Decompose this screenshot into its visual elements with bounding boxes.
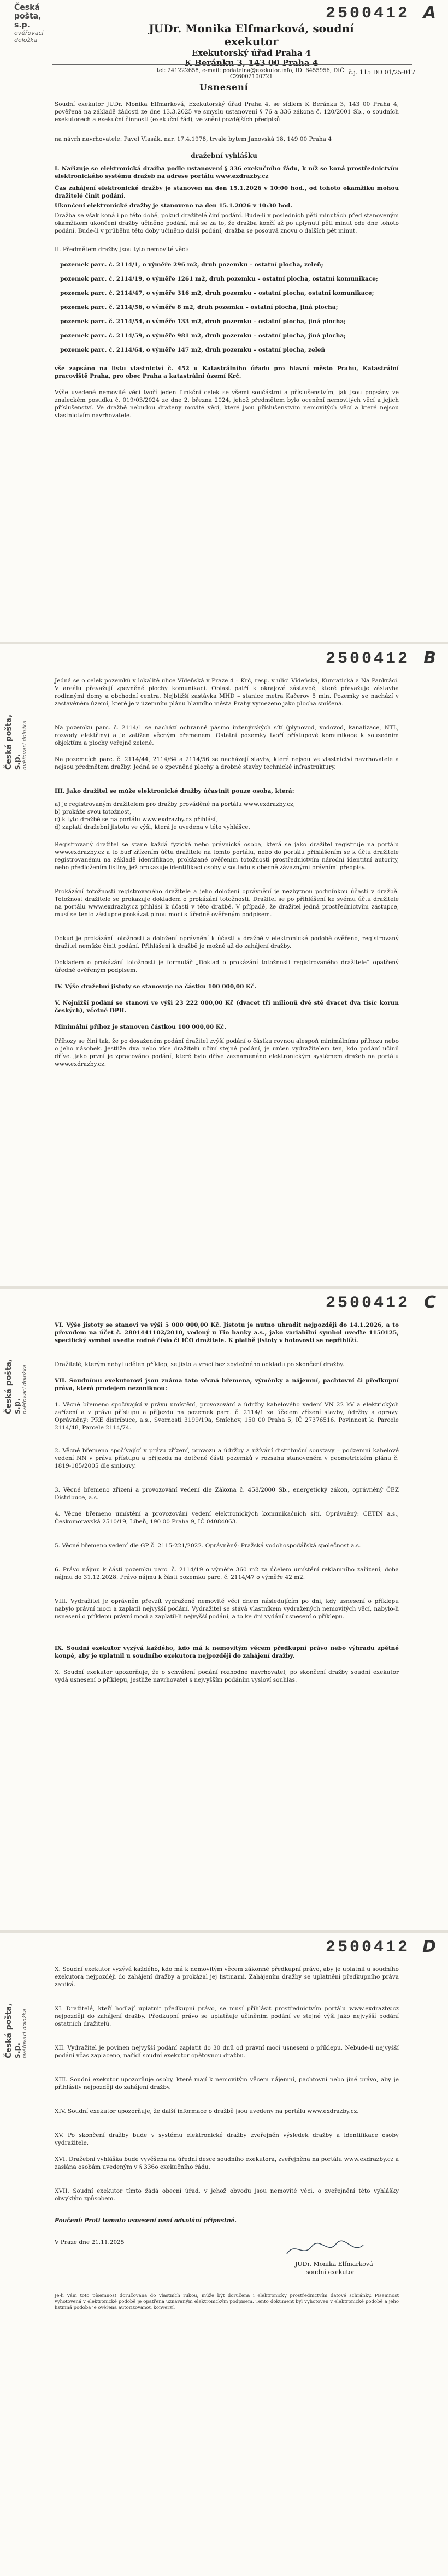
post-verification-label	[4, 1993, 28, 2058]
intro-paragraph: Soudní exekutor JUDr. Monika Elfmarková, Exekutorský úřad Praha 4, se sídlem K Beránku 3, 143 00 Praha 4, pověřená na základě žádosti ze dne 13.3.2025 ve smyslu ustanovení § 76 a 336 zákona č. 120/2001 Sb., o soudních exekutorech a exekuční činnosti (exekuční řád), ve znění pozdějších předpisů	[55, 101, 399, 123]
minimum-bid: Minimální příhoz je stanoven částkou 100 000,00 Kč.	[55, 1024, 227, 1030]
page-mark: C	[423, 1293, 436, 1312]
paragraph: XIV. Soudní exekutor upozorňuje, že další informace o dražbě jsou uvedeny na portálu www.exdrazby.cz.	[55, 2108, 359, 2115]
property-note: Výše uvedené nemovité věci tvoří jeden funkční celek se všemi součástmi a příslušenstvím, jak jsou popsány ve znaleckém posudku č. 019/03/2024 ze dne 2. března 2024, jehož předmětem bylo ocenění nemovitých věcí a jejich příslušenství. Ve dražbě nebudou draženy movité věci, které jsou příslušenstvím nemovitých věcí a které nejsou vlastnictvím navrhovatele.	[55, 389, 399, 419]
land-registry-note: vše zapsáno na listu vlastnictví č. 452 u Katastrálního úřadu pro hlavní město Prahu, Katastrální pracoviště Praha, pro obec Praha a katastrální území Krč.	[55, 365, 399, 379]
list-item: a) je registrovaným dražitelem pro dražby prováděné na portálu www.exdrazby.cz,	[55, 801, 295, 808]
list-item: 3. Věcné břemeno zřízení a provozování vedení dle Zákona č. 458/2000 Sb., energetický zákon, oprávněný ČEZ Distribuce, a.s.	[55, 1487, 399, 1501]
section-vii: VII. Soudnímu exekutorovi jsou známa tato věcná břemena, výměnky a nájemní, pachtovní či předkupní práva, která prodejem nezaniknou:	[55, 1378, 399, 1392]
list-item: 5. Věcné břemeno vedení dle GP č. 2115-221/2022. Oprávněný: Pražská vodohospodářská společnost a.s.	[55, 1542, 361, 1549]
page-mark: B	[423, 649, 436, 668]
list-item: 4. Věcné břemeno umístění a provozování vedení elektronických komunikačních sítí. Oprávněný: CETIN a.s., Českomoravská 2510/19, Libeň, 190 00 Praha 9, IČ 04084063.	[55, 1511, 399, 1525]
page-mark: D	[422, 1937, 436, 1956]
paragraph: Dražitelé, kterým nebyl udělen příklep, se jistota vrací bez zbytečného odkladu po skončení dražby.	[55, 1361, 344, 1368]
list-item: 2. Věcné břemeno spočívající v právu zřízení, provozu a údržby a užívání distribuční soustavy – podzemní kabelové vedení NN v právu přístupu a příjezdu na dotčené části pozemků v rozsahu stanoveném v geometrickém plánu č. 1819-185/2005 dle smlouvy.	[55, 1447, 399, 1469]
paragraph: XVII. Soudní exekutor tímto žádá obecní úřad, v jehož obvodu jsou nemovité věci, o zveřejnění této vyhlášky obvyklým způsobem.	[55, 2188, 399, 2202]
list-item: d) zaplatí dražební jistotu ve výši, která je uvedena v této vyhlášce.	[55, 824, 250, 830]
document-stamp-number: 2500412	[325, 650, 410, 668]
paragraph: XI. Dražitelé, kteří hodlají uplatnit předkupní právo, se musí přihlásit prostřednictvím portálu www.exdrazby.cz nejpozději do zahájení dražby. Předkupní právo se uplatňuje učiněním podání ve stejné výši jako nejvyšší podání ostatních dražitelů.	[55, 2005, 399, 2027]
header-divider	[52, 64, 412, 65]
office-contact: tel: 241222658, e-mail: podatelna@exekutor.info, ID: 6455956, DIČ: CZ6002100721	[156, 68, 346, 80]
section-ii: II. Předmětem dražby jsou tyto nemovité věci:	[55, 246, 189, 253]
list-item: 1. Věcné břemeno spočívající v právu umístění, provozování a údržby kabelového vedení VN 22 kV a elektrických zařízení a v právu přístupu a příjezdu na pozemek parc. č. 2114/1 za účelem zřízení stavby, údržby a opravy. Oprávněný: PRE distribuce, a.s., Svornosti 3199/19a, Smíchov, 150 00 Praha 5, IČ 27376516. Povinnost k: Parcele 2114/48, Parcele 2114/74.	[55, 1402, 399, 1431]
list-item: pozemek parc. č. 2114/54, o výměře 133 m2, druh pozemku – ostatní plocha, jiná plocha;	[60, 318, 346, 325]
auction-start: Čas zahájení elektronické dražby je stanoven na den 15.1.2026 v 10:00 hod., od tohoto okamžiku mohou dražitelé činit podání.	[55, 185, 399, 199]
paragraph: XIII. Soudní exekutor upozorňuje osoby, které mají k nemovitým věcem nájemní, pachtovní nebo jiné právo, aby je přihlásily nejpozději do zahájení dražby.	[55, 2076, 399, 2091]
footnote: Je-li Vám toto písemnost doručována do vlastních rukou, může být doručena i elektronicky prostřednictvím datové schránky. Písemnost vyhotovená v elektronické podobě je opatřena uznávaným elektronickým podpisem. Tento dokument byl vyhotoven v elektronické podobě a jeho listinná podoba je ověřena autorizovanou konverzí.	[55, 2293, 399, 2311]
paragraph: Dokud je prokázání totožnosti a doložení oprávnění k účasti v dražbě v elektronické podobě ověřeno, registrovaný dražitel nemůže činit podání. Přihlášení k dražbě je možné až do zahájení dražby.	[55, 935, 399, 949]
paragraph: XV. Po skončení dražby bude v systému elektronické dražby zveřejněn výsledek dražby a identifikace osoby vydražitele.	[55, 2132, 399, 2146]
signer-role: soudní exekutor	[306, 2269, 355, 2276]
executor-name: JUDr. Monika Elfmarková, soudní exekutor	[149, 22, 354, 48]
section-i: I. Nařizuje se elektronická dražba podle ustanovení § 336 exekučního řádu, k níž se koná prostřednictvím elektronického systému dražeb na adrese portálu www.exdrazby.cz	[55, 165, 399, 180]
paragraph: Jedná se o celek pozemků v lokalitě ulice Vídeňská v Praze 4 – Krč, resp. v ulici Vídeňská, Kunratická a Na Pankráci. V areálu převažují zpevněné plochy komunikací. Oblast patří k okrajové zástavbě, které převažuje zástavba rodinnými domy a obchodní centra. Nejbližší zastávka MHD – stanice metra Kačerov 5 min. Pozemky se nachází v zastavěném území, které je v územním plánu hlavního města Prahy vymezeno jako plocha smíšená.	[55, 678, 399, 707]
list-item: pozemek parc. č. 2114/59, o výměře 981 m2, druh pozemku – ostatní plocha, jiná plocha;	[60, 333, 346, 339]
document-stamp-number: 2500412	[325, 4, 410, 23]
paragraph: Na pozemcích parc. č. 2114/44, 2114/64 a 2114/56 se nacházejí stavby, které nejsou ve vlastnictví navrhovatele a nejsou předmětem dražby. Jedná se o zpevněné plochy a drobné stavby technické infrastruktury.	[55, 756, 399, 770]
legal-advice: Poučení: Proti tomuto usnesení není odvolání přípustné.	[55, 2217, 237, 2224]
page-3	[0, 1289, 448, 1930]
list-item: b) prokáže svou totožnost,	[55, 809, 132, 815]
section-x: X. Soudní exekutor upozorňuje, že o schválení podání rozhodne navrhovatel; po skončení dražby soudní exekutor vydá usnesení o příklepu, jestliže navrhovatel s nejvyšším podáním vysloví souhlas.	[55, 1669, 399, 1683]
issues-heading: dražební vyhlášku	[191, 152, 257, 159]
list-item: pozemek parc. č. 2114/64, o výměře 147 m2, druh pozemku – ostatní plocha, zeleň	[60, 347, 326, 353]
post-label-title: Česká pošta, s.p.	[14, 3, 42, 29]
paragraph: Na pozemku parc. č. 2114/1 se nachází ochranné pásmo inženýrských sítí (plynovod, vodovod, kanalizace, NTL, rozvody elektřiny) a je zatížen věcným břemenem. Ostatní pozemky tvoří přístupové komunikace k sousedním objektům a plochy veřejné zeleně.	[55, 725, 399, 746]
office-address: K Beránku 3, 143 00 Praha 4	[184, 58, 319, 68]
post-verification-label	[14, 3, 52, 44]
paragraph: Registrovaný dražitel se stane každá fyzická nebo právnická osoba, která se jako dražitel registruje na portálu www.exdrazby.cz a to buď zřízením účtu dražitele na tomto portálu, nebo do portálu přihlášením se k účtu dražitele registrovanému na základě identifikace, prokázané ověřením totožnosti prostřednictvím národní identitní autority, nebo předložením listiny, jež prokazuje identifikaci osoby v souladu s obecně závaznými právními předpisy.	[55, 841, 399, 871]
paragraph: Prokázání totožnosti registrovaného dražitele a jeho doložení oprávnění je nezbytnou podmínkou účasti v dražbě. Totožnost dražitele se prokazuje dokladem o prokázání totožnosti. Dražitel se po přihlášení ke svému účtu dražitele na portálu www.exdrazby.cz přihlásí k účasti v této dražbě. V případě, že dražitel jedná prostřednictvím zástupce, musí se tento zástupce prokázat plnou mocí s úředně ověřeným podpisem.	[55, 888, 399, 918]
post-label-title: Česká pošta, s.p.	[4, 714, 22, 770]
list-item: pozemek parc. č. 2114/56, o výměře 8 m2, druh pozemku – ostatní plocha, jiná plocha;	[60, 304, 338, 311]
section-iv: IV. Výše dražební jistoty se stanovuje na částku 100 000,00 Kč.	[55, 983, 257, 990]
office-name: Exekutorský úřad Praha 4	[191, 48, 311, 58]
paragraph: XVI. Dražební vyhláška bude vyvěšena na úřední desce soudního exekutora, zveřejněna na portálu www.exdrazby.cz a zaslána osobám uvedeným v § 336o exekučního řádu.	[55, 2156, 399, 2170]
seller-paragraph: na návrh navrhovatele: Pavel Vlasák, nar. 17.4.1978, trvale bytem Janovská 18, 149 00 Praha 4	[55, 136, 332, 143]
section-v: V. Nejnižší podání se stanoví ve výši 23 222 000,00 Kč (dvacet tři milionů dvě stě dvacet dva tisíc korun českých), včetně DPH.	[55, 1000, 399, 1014]
signer-name: JUDr. Monika Elfmarková	[295, 2260, 373, 2268]
list-item: c) k tyto dražbě se na portálu www.exdrazby.cz přihlásí,	[55, 816, 217, 823]
page-2	[0, 644, 448, 1286]
page-1	[0, 0, 448, 642]
post-verification-label	[4, 1349, 28, 1414]
paragraph: X. Soudní exekutor vyzývá každého, kdo má k nemovitým věcem zákonné předkupní právo, aby je uplatnil u soudního exekutora nejpozději do zahájení dražby a prokázal jej listinami. Zahájením dražby se uplatnění předkupního práva zaniká.	[55, 1966, 399, 1988]
list-item: pozemek parc. č. 2114/47, o výměře 316 m2, druh pozemku – ostatní plocha, ostatní komunikace;	[60, 290, 374, 296]
post-label-sub: ověřovací doložka	[22, 720, 28, 770]
list-item: pozemek parc. č. 2114/19, o výměře 1261 m2, druh pozemku – ostatní plocha, ostatní komunikace;	[60, 276, 378, 282]
document-stamp-number: 2500412	[325, 1294, 410, 1313]
auction-rules: Dražba se však koná i po této době, pokud dražitelé činí podání. Bude-li v posledních pěti minutách před stanoveným okamžikem ukončení dražby učiněno podání, má se za to, že dražba končí až po uplynutí pěti minut ode dne tohoto podání. Bude-li v průběhu této doby učiněno další podání, dražba se posouvá znovu o dalších pět minut.	[55, 212, 399, 234]
post-label-sub: ověřovací doložka	[22, 1364, 28, 1414]
list-item: pozemek parc. č. 2114/1, o výměře 296 m2, druh pozemku – ostatní plocha, zeleň;	[60, 262, 323, 268]
page-4	[0, 1933, 448, 2576]
section-iii: III. Jako dražitel se může elektronické dražby účastnit pouze osoba, která:	[55, 788, 294, 794]
signature-scribble	[284, 2239, 366, 2260]
issue-date: V Praze dne 21.11.2025	[55, 2239, 125, 2246]
paragraph: XII. Vydražitel je povinen nejvyšší podání zaplatit do 30 dnů od právní moci usnesení o příklepu. Nebude-li nejvyšší podání včas zaplaceno, nařídí soudní exekutor opětovnou dražbu.	[55, 2045, 399, 2059]
paragraph: Příhozy se činí tak, že po dosaženém podání dražitel zvýší podání o částku rovnou alespoň minimálnímu příhozu nebo o jeho násobek. Jestliže dva nebo více dražitelů učiní stejné podání, je určen vydražitelem ten, kdo podání učinil dříve. Jako první je zpracováno podání, které bylo dříve zaznamenáno elektronickým systémem dražeb na portálu www.exdrazby.cz.	[55, 1038, 399, 1067]
post-verification-label	[4, 704, 28, 770]
post-label-title: Česká pošta, s.p.	[4, 1358, 22, 1414]
case-number: č.j. 115 DD 01/25-017	[348, 69, 415, 76]
document-title: Usnesení	[199, 82, 249, 92]
post-label-title: Česká pošta, s.p.	[4, 2003, 22, 2058]
post-label-sub: ověřovací doložka	[14, 29, 44, 44]
section-ix: IX. Soudní exekutor vyzývá každého, kdo má k nemovitým věcem předkupní právo nebo výhradu zpětné koupě, aby je uplatnil u soudního exekutora nejpozději do zahájení dražby.	[55, 1645, 399, 1659]
section-viii: VIII. Vydražitel je oprávněn převzít vydražené nemovité věci dnem následujícím po dni, kdy usnesení o příklepu nabylo právní moci a zaplatil nejvyšší podání. Vydražitel se stává vlastníkem vydražených nemovitých věcí, nabylo-li usnesení o příklepu právní moci a zaplatil-li nejvyšší podání, a to ke dni vydání usnesení o příklepu.	[55, 1598, 399, 1620]
page-mark: A	[423, 3, 436, 22]
document-stamp-number: 2500412	[325, 1938, 410, 1957]
post-label-sub: ověřovací doložka	[22, 2009, 28, 2058]
paragraph: Dokladem o prokázání totožnosti je formulář „Doklad o prokázání totožnosti registrovaného dražitele“ opatřený úředně ověřeným podpisem.	[55, 959, 399, 974]
paragraph: 6. Právo nájmu k části pozemku parc. č. 2114/19 o výměře 360 m2 za účelem umístění reklamního zařízení, doba nájmu do 31.12.2028. Právo nájmu k části pozemku parc. č. 2114/47 o výměře 42 m2.	[55, 1566, 399, 1581]
auction-end: Ukončení elektronické dražby je stanoveno na den 15.1.2026 v 10:30 hod.	[55, 203, 292, 209]
letterhead	[142, 22, 361, 80]
section-vi: VI. Výše jistoty se stanoví ve výši 5 000 000,00 Kč. Jistotu je nutno uhradit nejpozději do 14.1.2026, a to převodem na účet č. 2801441102/2010, vedený u Fio banky a.s., jako variabilní symbol uveďte 1150125, specifický symbol uveďte rodné číslo či IČO dražitele. K platbě jistoty v hotovosti se nepřihlíží.	[55, 1322, 399, 1344]
